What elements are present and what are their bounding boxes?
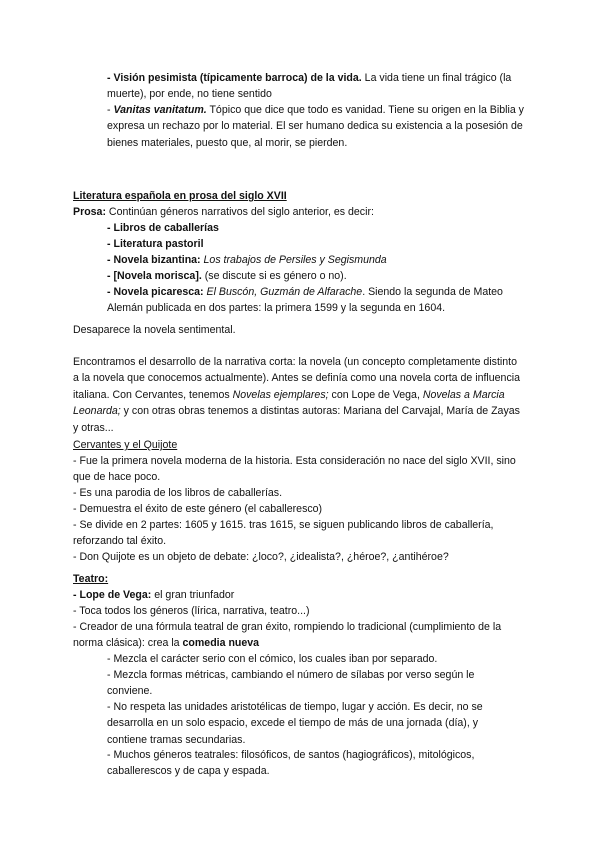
prosa-heading	[73, 188, 525, 204]
top-list-item-vision-bold: - Visión pesimista (típicamente barroca) de la vida.	[107, 72, 362, 84]
cervantes-item-partes	[73, 517, 525, 550]
genre-item-pastoril-bold: - Literatura pastoril	[107, 238, 204, 250]
teatro-sub-item-mezcla-caracter-text: - Mezcla el carácter serio con el cómico, los cuales iban por separado.	[107, 653, 438, 665]
cervantes-item-parodia	[73, 485, 525, 501]
genre-item-bizantina-title: Los trabajos de Persiles y Segismunda	[200, 254, 387, 266]
teatro-item-creador-text: - Creador de una fórmula teatral de gran éxito, rompiendo lo tradicional (cumplimiento de la norma clásica): crea la	[73, 621, 502, 650]
cervantes-item-primera-text: - Fue la primera novela moderna de la historia. Esta consideración no nace del siglo XVII, sino que de hace poco.	[73, 455, 516, 484]
genre-item-pastoril	[107, 236, 525, 252]
cervantes-item-exito-text: - Demuestra el éxito de este género (el caballeresco)	[73, 503, 323, 515]
genre-item-morisca-text: (se discute si es género o no).	[201, 270, 347, 282]
paragraph-desaparece	[73, 322, 525, 338]
teatro-item-creador	[73, 619, 525, 652]
cervantes-item-exito	[73, 501, 525, 517]
teatro-item-lope	[73, 587, 525, 603]
narrativa-corta-text-3: y con otras obras tenemos a distintas autoras: Mariana del Carvajal, María de Zayas y otras...	[73, 405, 520, 434]
genre-item-caballerias-bold: - Libros de caballerías	[107, 222, 219, 234]
genre-item-picaresca-bold: - Novela picaresca:	[107, 286, 204, 298]
teatro-sub-item-unidades	[107, 699, 517, 748]
genre-item-caballerias	[107, 220, 525, 236]
genre-item-morisca	[107, 268, 525, 284]
teatro-heading	[73, 571, 525, 587]
prosa-intro-text: Continúan géneros narrativos del siglo anterior, es decir:	[105, 206, 374, 218]
paragraph-narrativa-corta	[73, 354, 525, 436]
cervantes-heading-text: Cervantes y el Quijote	[73, 439, 178, 451]
top-list-item-vanitas-bold: Vanitas vanitatum.	[113, 104, 207, 116]
teatro-item-lope-text: el gran triunfador	[151, 589, 235, 601]
top-list-item-vanitas-dash: -	[107, 104, 114, 116]
narrativa-corta-text-2: con Lope de Vega,	[328, 388, 423, 401]
prosa-intro	[73, 204, 525, 220]
teatro-sub-item-formas-metricas-text: - Mezcla formas métricas, cambiando el número de sílabas por verso según le conviene.	[107, 669, 475, 698]
prosa-intro-label: Prosa:	[73, 206, 106, 218]
genre-item-bizantina	[107, 252, 525, 268]
cervantes-item-debate	[73, 549, 525, 565]
top-list-item-vanitas	[107, 102, 525, 151]
teatro-item-lope-bold: - Lope de Vega:	[73, 589, 152, 601]
top-list-item-vision-text: La vida tiene un final trágico (la muerte), por ende, no tiene sentido	[107, 72, 512, 101]
genre-item-picaresca	[107, 284, 525, 317]
paragraph-desaparece-text: Desaparece la novela sentimental.	[73, 324, 236, 336]
cervantes-heading	[73, 437, 525, 453]
teatro-sub-item-unidades-text: - No respeta las unidades aristotélicas de tiempo, lugar y acción. Es decir, no se desarrolla en un solo espacio, excede el tiempo de más de una jornada (día), y contiene tramas secundarias.	[107, 701, 483, 746]
genre-item-bizantina-bold: - Novela bizantina:	[107, 254, 201, 266]
teatro-item-generos	[73, 603, 525, 619]
cervantes-item-primera	[73, 453, 525, 486]
prosa-heading-text: Literatura española en prosa del siglo XVII	[73, 190, 287, 202]
teatro-item-creador-bold: comedia nueva	[182, 637, 260, 650]
narrativa-corta-title-2: Novelas a Marcia Leonarda;	[73, 388, 505, 418]
genre-item-picaresca-titles: El Buscón, Guzmán de Alfarache	[203, 286, 363, 298]
cervantes-item-partes-text: - Se divide en 2 partes: 1605 y 1615. tras 1615, se siguen publicando libros de caballería, reforzando tal éxito.	[73, 519, 494, 548]
genre-item-morisca-bold: - [Novela morisca].	[107, 270, 202, 282]
teatro-sub-item-formas-metricas	[107, 667, 517, 700]
narrativa-corta-title-1: Novelas ejemplares;	[232, 388, 329, 401]
teatro-sub-item-generos-teatrales-text: - Muchos géneros teatrales: filosóficos, de santos (hagiográficos), mitológicos, caballerescos y de capa y espada.	[107, 749, 475, 778]
teatro-heading-text: Teatro:	[73, 573, 109, 585]
cervantes-item-parodia-text: - Es una parodia de los libros de caballerías.	[73, 487, 283, 499]
teatro-item-generos-text: - Toca todos los géneros (lírica, narrativa, teatro...)	[73, 605, 310, 617]
teatro-sub-item-generos-teatrales	[107, 747, 517, 780]
teatro-sub-item-mezcla-caracter	[107, 651, 517, 667]
genre-item-picaresca-text: . Siendo la segunda de Mateo Alemán publicada en dos partes: la primera 1599 y la segunda en 1604.	[107, 286, 503, 315]
cervantes-item-debate-text: - Don Quijote es un objeto de debate: ¿loco?, ¿idealista?, ¿héroe?, ¿antihéroe?	[73, 551, 449, 563]
narrativa-corta-text-1: Encontramos el desarrollo de la narrativa corta: la novela (un concepto completamente distinto a la novela que conocemos actualmente). Antes se definía como una novela corta de influencia italiana. Con Cervantes, tenemos	[73, 356, 520, 401]
top-list-item-vision	[107, 70, 525, 103]
top-list-item-vanitas-text: Tópico que dice que todo es vanidad. Tiene su origen en la Biblia y expresa un rechazo por lo material. El ser humano dedica su existencia a la posesión de bienes materiales, puesto que, al morir, se pierden.	[107, 104, 524, 149]
